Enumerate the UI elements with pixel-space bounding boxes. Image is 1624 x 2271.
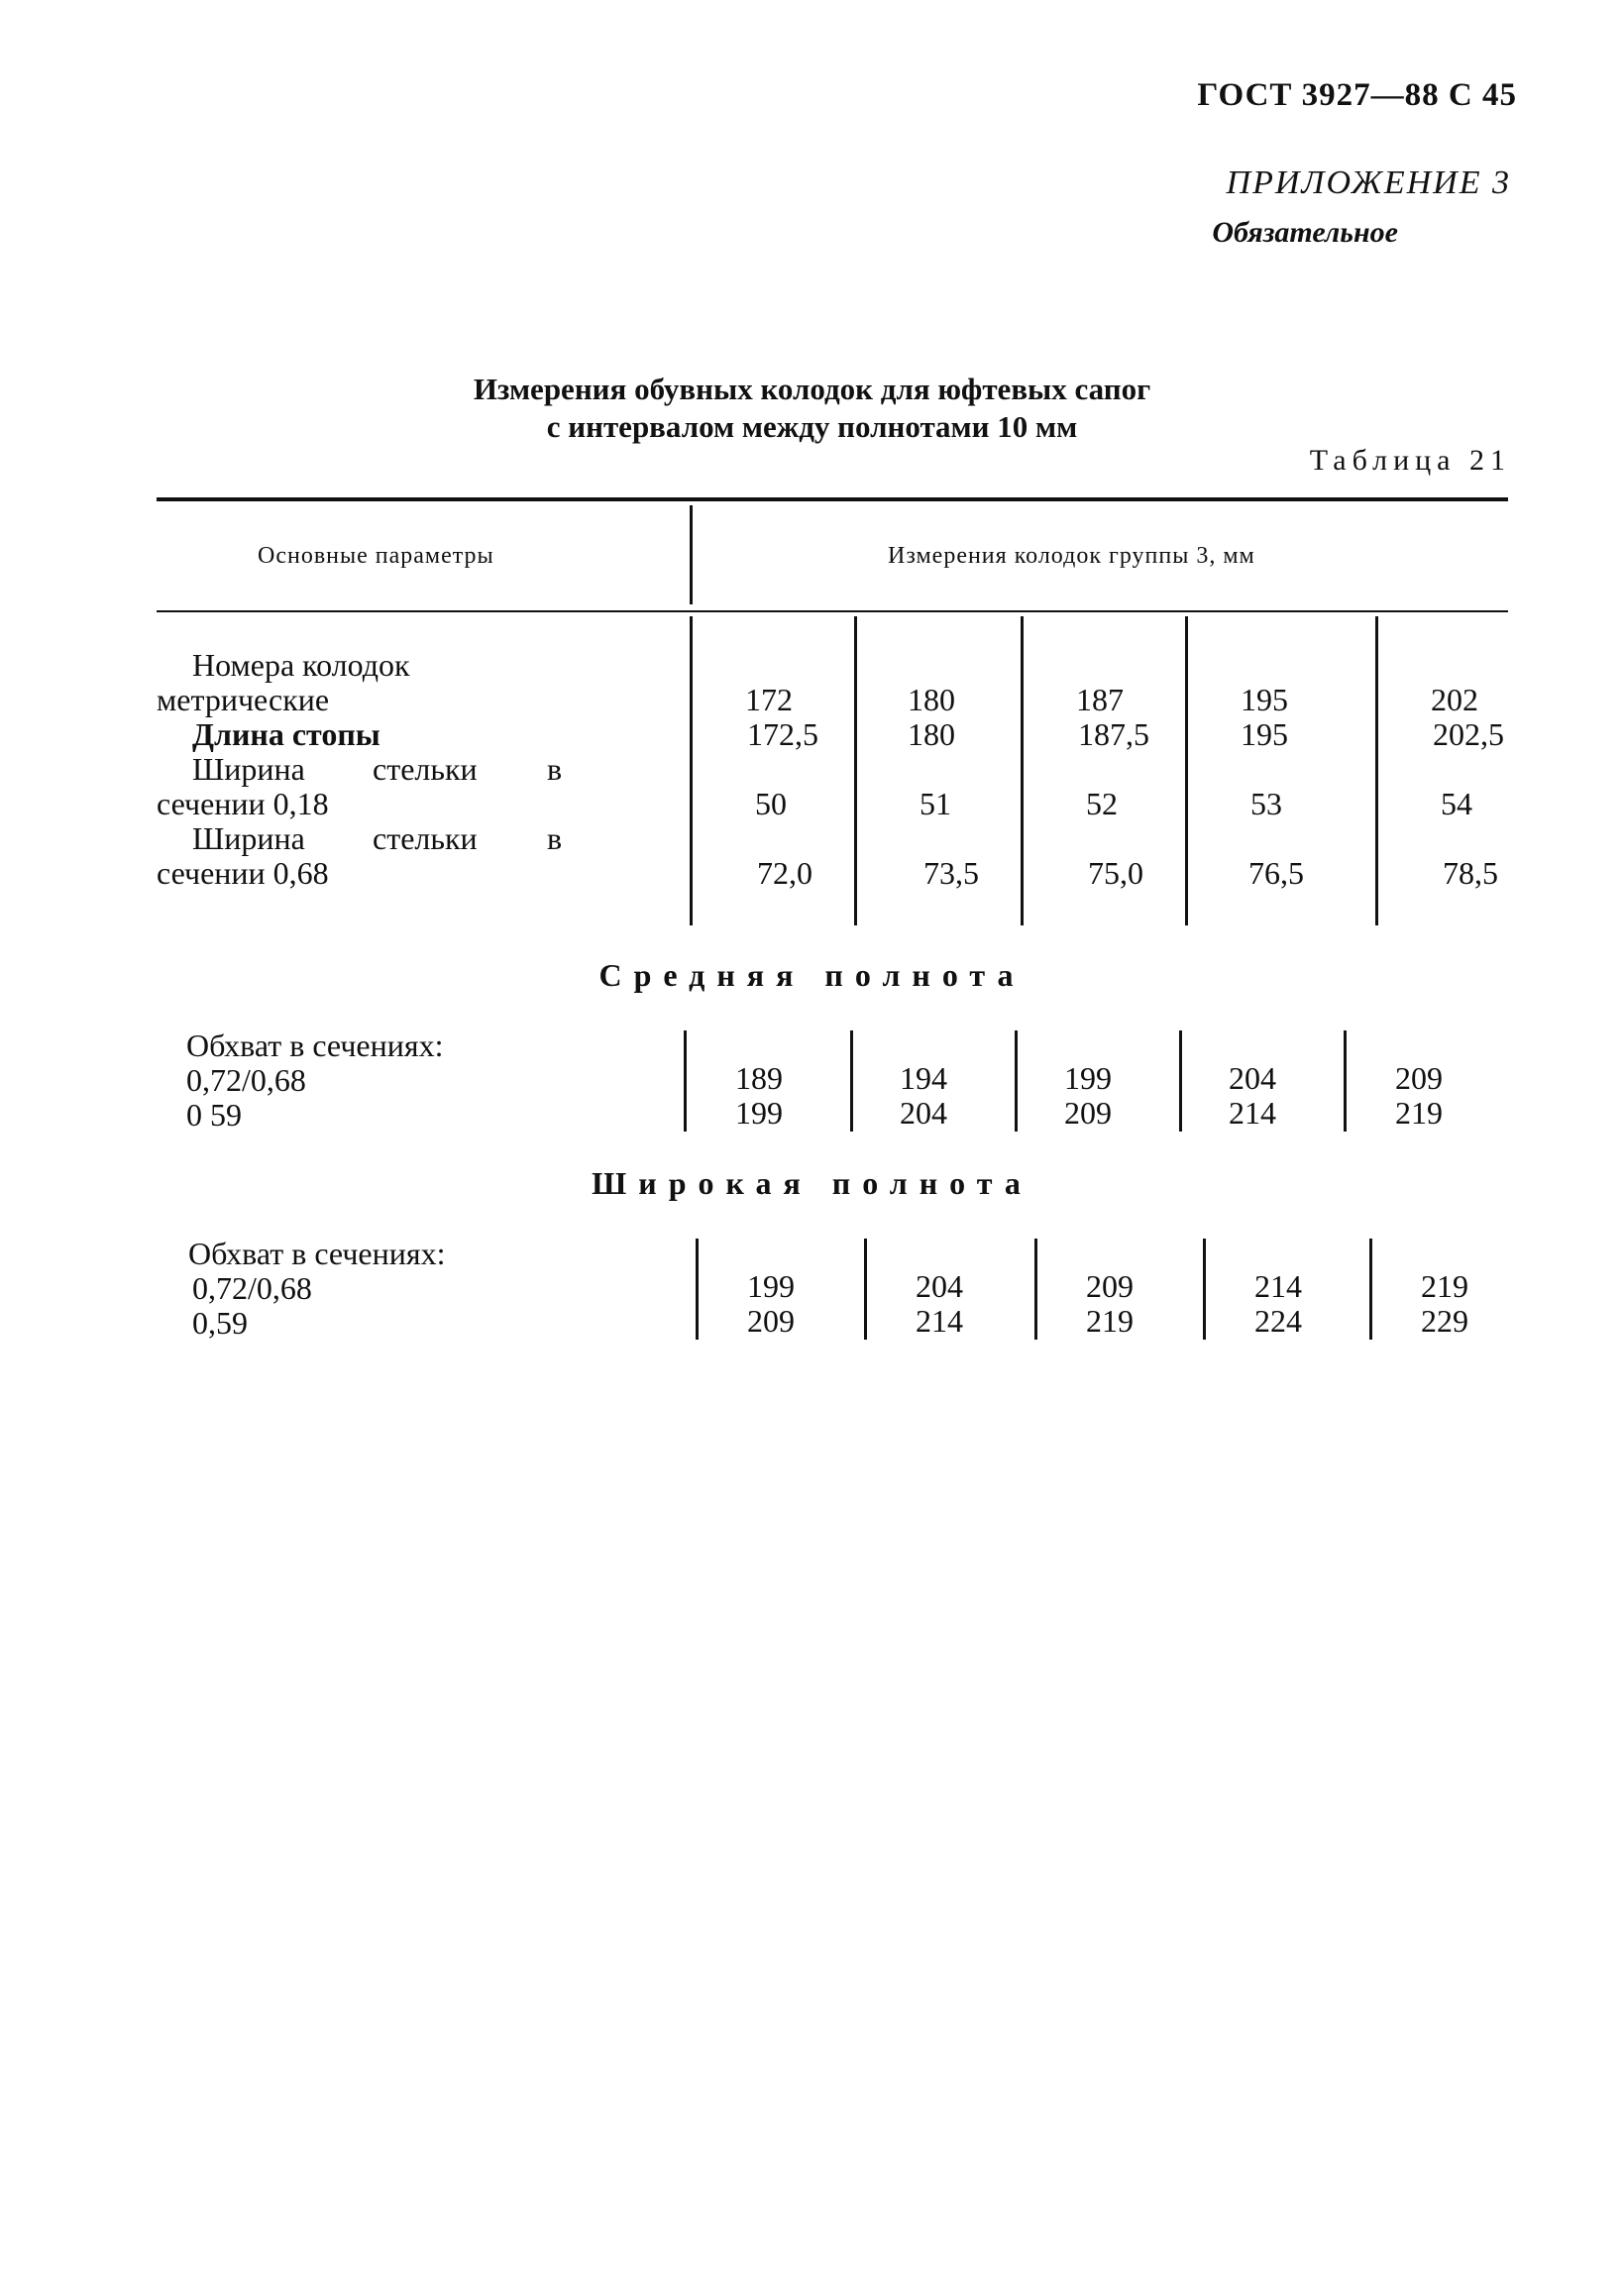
width018-label-2: сечении 0,18 <box>157 786 329 821</box>
numbers-cell: 187 <box>1076 682 1124 717</box>
width018-cell: 52 <box>1086 786 1118 821</box>
table-top-rule <box>157 497 1508 501</box>
width018-cell: 51 <box>920 786 951 821</box>
girth-cell: 199 <box>1064 1060 1112 1096</box>
medium-divider-1 <box>684 1030 687 1132</box>
table-label: Таблица 21 <box>1309 444 1511 477</box>
numbers-cell: 202 <box>1431 682 1478 717</box>
wide-divider-1 <box>696 1239 699 1340</box>
girth-cell: 224 <box>1254 1303 1302 1339</box>
medium-divider-3 <box>1015 1030 1018 1132</box>
width068-cell: 73,5 <box>923 855 979 891</box>
girth-cell: 204 <box>916 1268 963 1304</box>
width018-cell: 54 <box>1441 786 1472 821</box>
girth-cell: 214 <box>1254 1268 1302 1304</box>
appendix-title: ПРИЛОЖЕНИЕ 3 <box>1226 164 1511 201</box>
foot-length-cell: 202,5 <box>1433 716 1504 752</box>
width018-label-1b: стельки <box>373 751 478 787</box>
table-title-line-1: Измерения обувных колодок для юфтевых сапог <box>473 372 1151 406</box>
wide-divider-2 <box>864 1239 867 1340</box>
girth-row2-label-medium: 0 59 <box>186 1097 242 1133</box>
width068-label-1b: стельки <box>373 820 478 856</box>
section-heading-medium: Средняя полнота <box>598 957 1026 993</box>
girth-cell: 204 <box>1229 1060 1276 1096</box>
girth-cell: 199 <box>735 1095 783 1131</box>
width068-cell: 76,5 <box>1248 855 1304 891</box>
width068-cell: 78,5 <box>1443 855 1498 891</box>
girth-cell: 219 <box>1086 1303 1134 1339</box>
width018-label-1c: в <box>547 751 563 787</box>
girth-cell: 219 <box>1421 1268 1468 1304</box>
girth-cell: 209 <box>747 1303 795 1339</box>
main-divider-2 <box>854 616 857 925</box>
foot-length-cell: 195 <box>1241 716 1288 752</box>
girth-cell: 199 <box>747 1268 795 1304</box>
foot-length-cell: 172,5 <box>747 716 818 752</box>
width068-label-1a: Ширина <box>192 820 305 856</box>
numbers-label-1: Номера колодок <box>192 647 410 683</box>
girth-cell: 209 <box>1086 1268 1134 1304</box>
page-reference: ГОСТ 3927—88 С 45 <box>1197 77 1517 113</box>
girth-cell: 209 <box>1064 1095 1112 1131</box>
section-heading-wide: Широкая полнота <box>592 1165 1032 1201</box>
width018-label-1a: Ширина <box>192 751 305 787</box>
width018-cell: 53 <box>1250 786 1282 821</box>
girth-cell: 214 <box>916 1303 963 1339</box>
girth-row2-label-wide: 0,59 <box>192 1305 248 1341</box>
girth-cell: 189 <box>735 1060 783 1096</box>
girth-cell: 209 <box>1395 1060 1443 1096</box>
girth-row1-label-wide: 0,72/0,68 <box>192 1270 312 1306</box>
medium-divider-5 <box>1344 1030 1347 1132</box>
main-divider-3 <box>1021 616 1024 925</box>
header-divider <box>690 505 693 604</box>
table-header-rule <box>157 610 1508 612</box>
numbers-cell: 195 <box>1241 682 1288 717</box>
wide-divider-3 <box>1034 1239 1037 1340</box>
girth-label-wide: Обхват в сечениях: <box>188 1236 446 1271</box>
wide-divider-5 <box>1369 1239 1372 1340</box>
foot-length-cell: 187,5 <box>1078 716 1149 752</box>
width068-label-2: сечении 0,68 <box>157 855 329 891</box>
girth-cell: 204 <box>900 1095 947 1131</box>
params-column-header: Основные параметры <box>258 543 494 569</box>
girth-label-medium: Обхват в сечениях: <box>186 1027 444 1063</box>
foot-length-cell: 180 <box>908 716 955 752</box>
medium-divider-4 <box>1179 1030 1182 1132</box>
numbers-cell: 172 <box>745 682 793 717</box>
width018-cell: 50 <box>755 786 787 821</box>
measures-column-header: Измерения колодок группы 3, мм <box>888 543 1255 569</box>
foot-length-label: Длина стопы <box>192 716 380 752</box>
girth-cell: 229 <box>1421 1303 1468 1339</box>
width068-cell: 72,0 <box>757 855 812 891</box>
numbers-cell: 180 <box>908 682 955 717</box>
main-divider-4 <box>1185 616 1188 925</box>
numbers-label-2: метрические <box>157 682 330 717</box>
wide-divider-4 <box>1203 1239 1206 1340</box>
medium-divider-2 <box>850 1030 853 1132</box>
appendix-note: Обязательное <box>1212 216 1398 249</box>
girth-cell: 219 <box>1395 1095 1443 1131</box>
girth-row1-label-medium: 0,72/0,68 <box>186 1062 306 1098</box>
girth-cell: 194 <box>900 1060 947 1096</box>
main-divider-1 <box>690 616 693 925</box>
width068-cell: 75,0 <box>1088 855 1143 891</box>
girth-cell: 214 <box>1229 1095 1276 1131</box>
width068-label-1c: в <box>547 820 563 856</box>
main-divider-5 <box>1375 616 1378 925</box>
table-title-line-2: с интервалом между полнотами 10 мм <box>546 409 1078 444</box>
